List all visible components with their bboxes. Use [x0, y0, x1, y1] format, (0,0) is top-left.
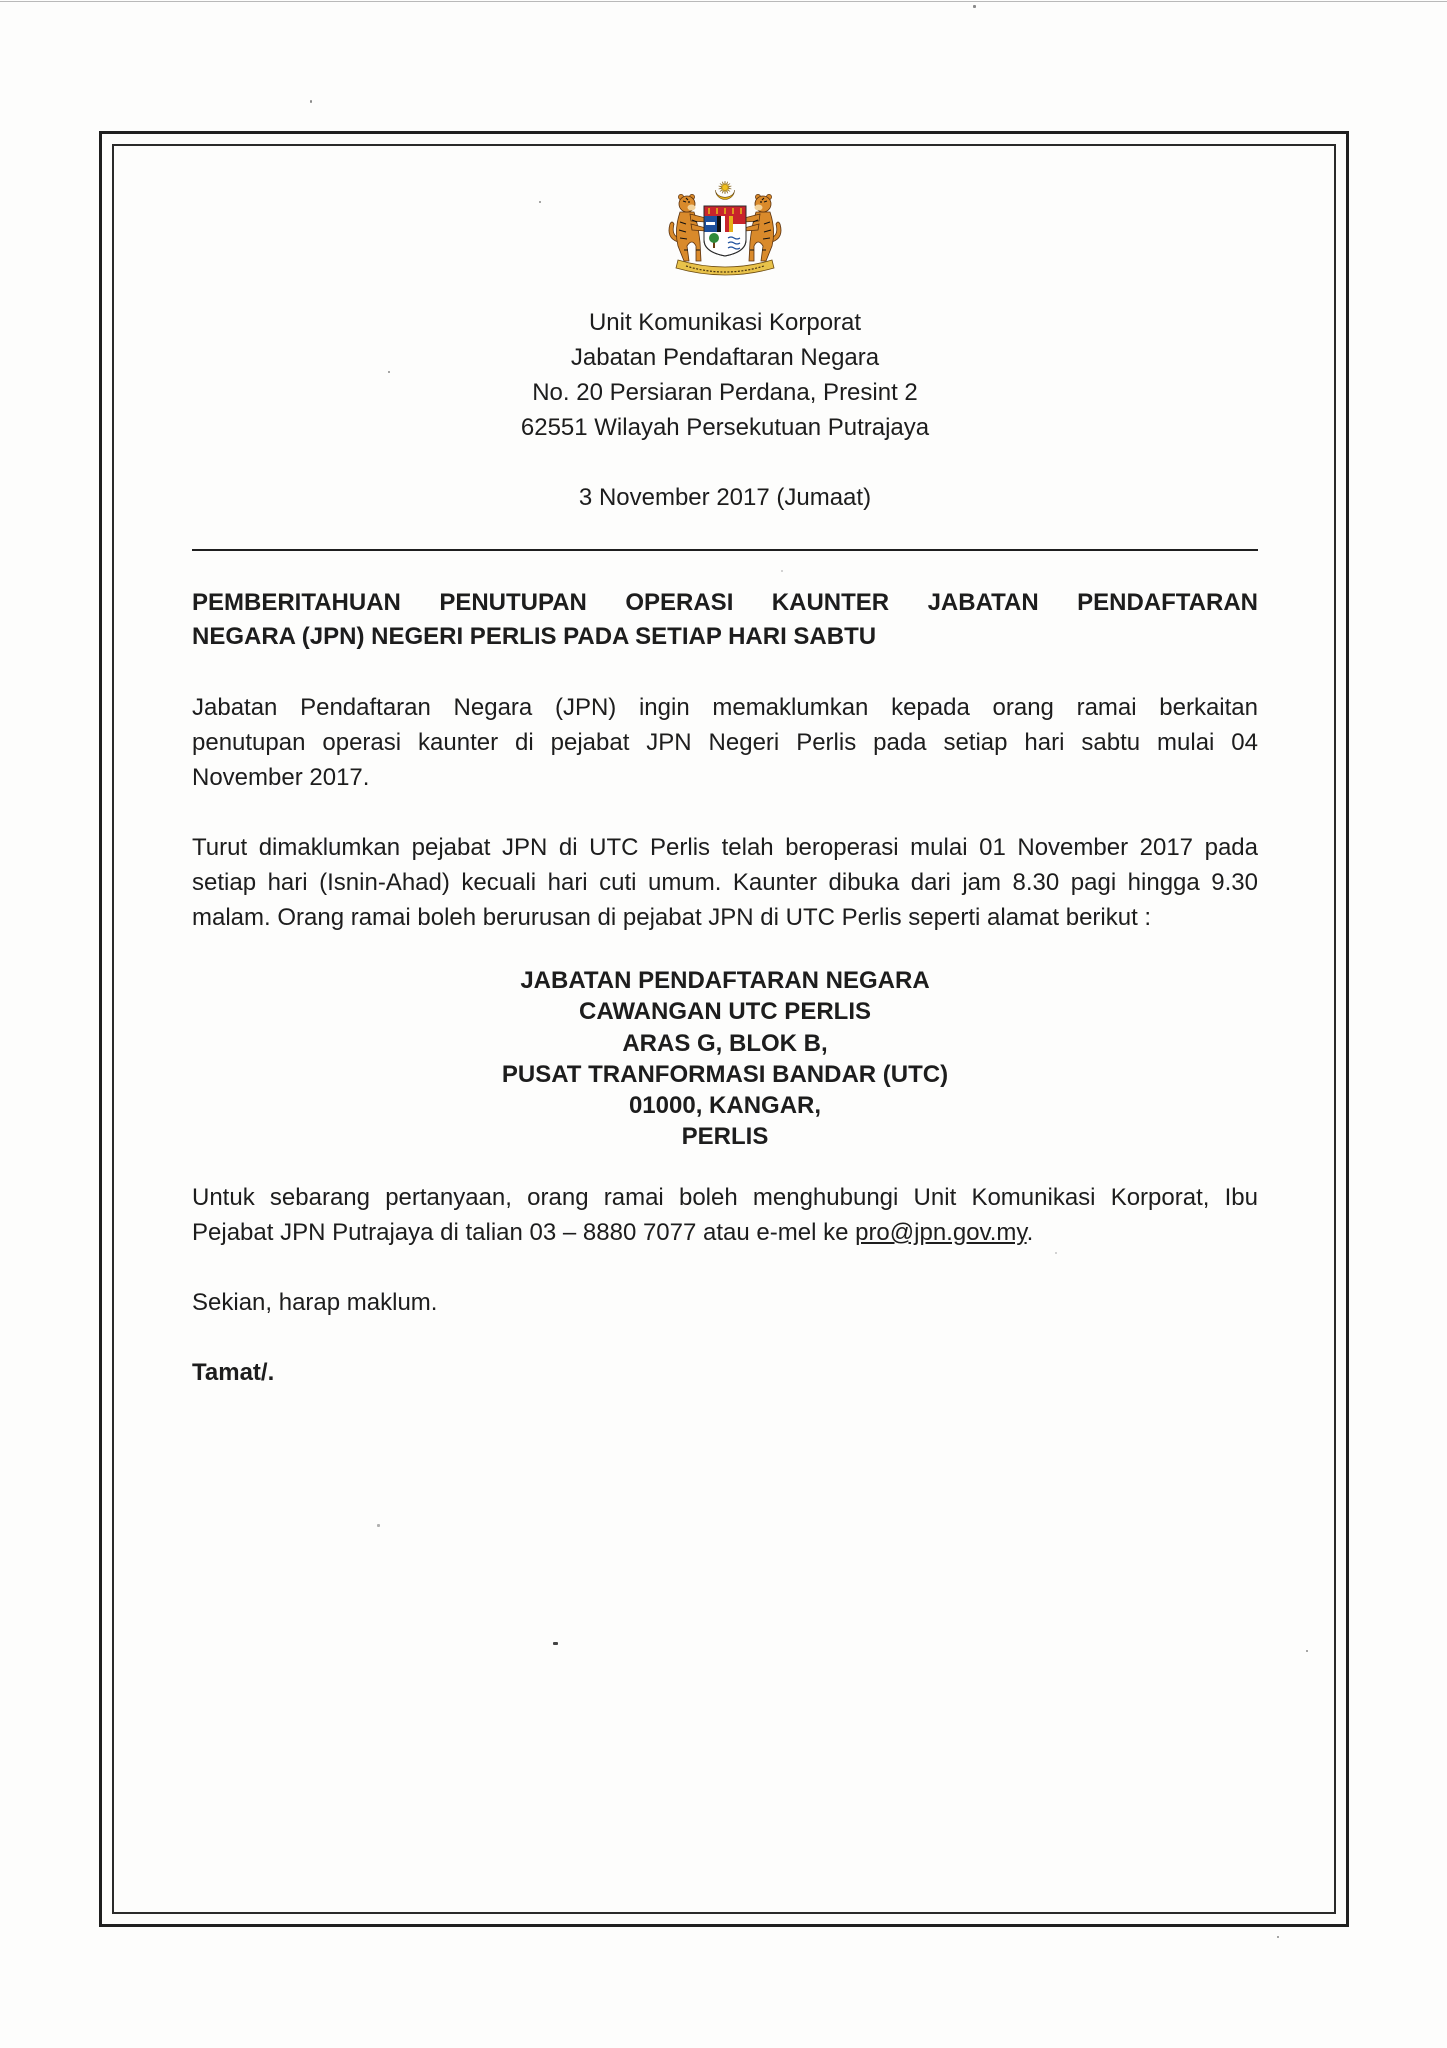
contact-line-end: . [1026, 1219, 1034, 1246]
crest-star [719, 181, 732, 194]
sender-unit: Unit Komunikasi Korporat [588, 309, 862, 336]
paragraph-line: malam. Orang ramai boleh berurusan di pejabat JPN di UTC Perlis seperti alamat berikut : [192, 904, 1152, 931]
branch-address-line: CAWANGAN UTC PERLIS [578, 998, 871, 1026]
scan-speck [1277, 1936, 1279, 1938]
branch-address-block [192, 965, 1258, 1153]
branch-address-line: PERLIS [681, 1123, 769, 1151]
issue-date: 3 November 2017 (Jumaat) [578, 484, 872, 511]
notice-title-line: NEGARA (JPN) NEGERI PERLIS PADA SETIAP HARI SABTU [192, 623, 877, 650]
paragraph-utc-office-hours [192, 830, 1258, 935]
crest-shield [704, 206, 746, 256]
branch-address-line: JABATAN PENDAFTARAN NEGARA [520, 967, 930, 994]
branch-address-line: ARAS G, BLOK B, [622, 1029, 828, 1057]
paragraph-line: Jabatan Pendaftaran Negara (JPN) ingin memaklumkan kepada orang ramai berkaitan [192, 694, 1258, 721]
scan-speck [973, 5, 976, 8]
crest-tiger-right [744, 194, 781, 261]
paragraph-line: November 2017. [192, 764, 370, 791]
contact-email-link[interactable]: pro@jpn.gov.my [855, 1219, 1027, 1246]
sender-street: No. 20 Persiaran Perdana, Presint 2 [532, 379, 918, 406]
header-divider [192, 549, 1258, 551]
scan-top-edge [0, 1, 1447, 2]
notice-title [192, 586, 1258, 654]
end-marker: Tamat/. [192, 1359, 275, 1386]
branch-address-line: 01000, KANGAR, [628, 1092, 822, 1120]
crest-tiger-left [669, 194, 706, 261]
notice-title-line: PEMBERITAHUAN PENUTUPAN OPERASI KAUNTER JABATAN PENDAFTARAN [192, 589, 1258, 616]
paragraph-closure-notice [192, 690, 1258, 795]
branch-address-line: PUSAT TRANFORMASI BANDAR (UTC) [501, 1060, 949, 1088]
paragraph-contact-info [192, 1180, 1258, 1250]
crest-scroll [676, 260, 774, 275]
paragraph-line: penutupan operasi kaunter di pejabat JPN Negeri Perlis pada setiap hari sabtu mulai 04 [192, 729, 1258, 756]
contact-phone-text: Pejabat JPN Putrajaya di talian 03 – 8880 7077 atau e-mel ke [192, 1219, 856, 1246]
coat-of-arms-emblem [662, 180, 788, 280]
sender-city: 62551 Wilayah Persekutuan Putrajaya [520, 414, 930, 441]
paragraph-line: Untuk sebarang pertanyaan, orang ramai boleh menghubungi Unit Komunikasi Korporat, Ibu [192, 1184, 1258, 1211]
scan-speck [310, 100, 312, 103]
paragraph-line [192, 1215, 1258, 1250]
sender-address-block [192, 305, 1258, 445]
sender-department: Jabatan Pendaftaran Negara [570, 344, 880, 371]
paragraph-line: Turut dimaklumkan pejabat JPN di UTC Perlis telah beroperasi mulai 01 November 2017 pada [192, 834, 1258, 861]
closing-remark: Sekian, harap maklum. [192, 1289, 438, 1316]
paragraph-line: setiap hari (Isnin-Ahad) kecuali hari cuti umum. Kaunter dibuka dari jam 8.30 pagi hingga 9.30 [192, 869, 1258, 896]
